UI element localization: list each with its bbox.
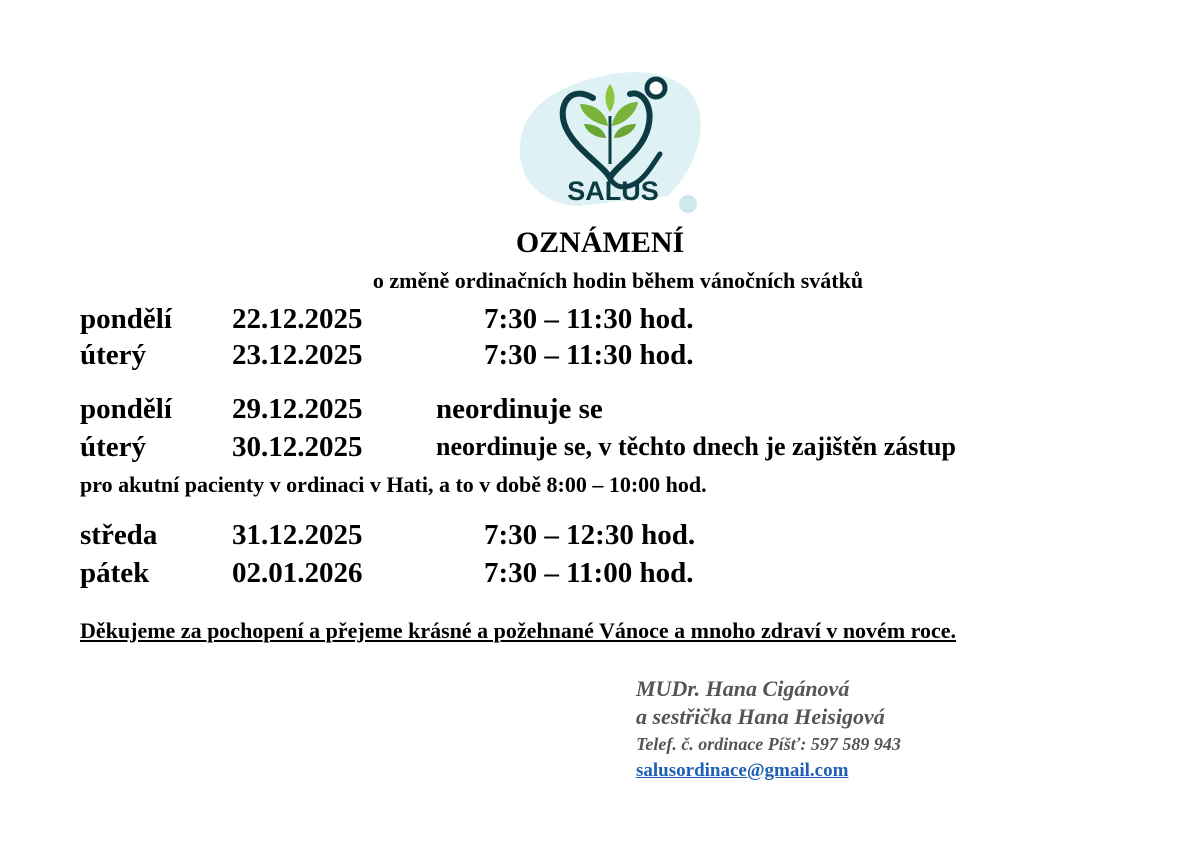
schedule-day: úterý [80,431,147,463]
schedule-row [0,518,1200,552]
schedule-hours: 7:30 – 11:30 hod. [484,339,694,371]
schedule-day: pondělí [80,393,172,425]
thanks-message: Děkujeme za pochopení a přejeme krásné a požehnané Vánoce a mnoho zdraví v novém roce. [80,618,957,643]
schedule-row [0,556,1200,590]
schedule-row [0,392,1200,426]
page-title: OZNÁMENÍ [515,226,685,259]
schedule-row [0,338,1200,372]
schedule-day: úterý [80,339,147,371]
salus-logo [518,66,708,216]
doctor-name: MUDr. Hana Cigánová [636,676,850,701]
schedule-date: 02.01.2026 [232,557,363,589]
schedule-row [0,302,1200,336]
schedule-status: neordinuje se, v těchto dnech je zajištěn zástup [436,432,956,461]
schedule-status: neordinuje se [436,393,603,425]
email-link[interactable]: salusordinace@gmail.com [636,760,849,781]
schedule-hours: 7:30 – 11:30 hod. [484,303,694,335]
logo-text: SALUS [567,176,659,206]
nurse-name: a sestřička Hana Heisigová [636,704,885,729]
schedule-day: pondělí [80,303,172,335]
schedule-day: pátek [80,557,150,589]
schedule-date: 23.12.2025 [232,339,363,371]
phone-number: Telef. č. ordinace Píšť: 597 589 943 [636,734,901,754]
schedule-date: 30.12.2025 [232,431,363,463]
schedule-date: 22.12.2025 [232,303,363,335]
schedule-date: 29.12.2025 [232,393,363,425]
schedule-date: 31.12.2025 [232,519,363,551]
schedule-day: středa [80,519,158,551]
schedule-hours: 7:30 – 11:00 hod. [484,557,694,589]
schedule-row [0,430,1200,464]
page-subtitle: o změně ordinačních hodin během vánočních svátků [372,268,864,293]
schedule-hours: 7:30 – 12:30 hod. [484,519,696,551]
substitute-note: pro akutní pacienty v ordinaci v Hati, a to v době 8:00 – 10:00 hod. [80,472,707,497]
